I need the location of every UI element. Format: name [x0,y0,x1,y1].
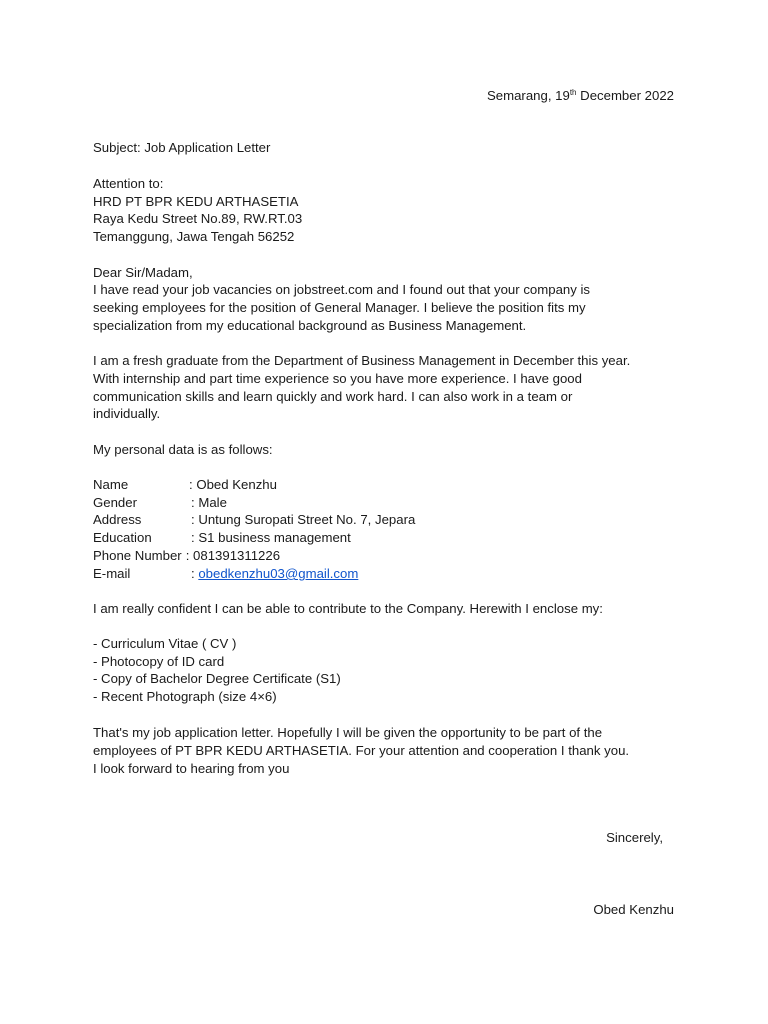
attention-line-city: Temanggung, Jawa Tengah 56252 [93,229,295,244]
personal-data-row-email [93,565,358,583]
enclosure-item: - Copy of Bachelor Degree Certificate (S1) [93,671,341,686]
personal-data-row-name [93,476,277,494]
paragraph2-line: I am a fresh graduate from the Department of Business Management in December this year. [93,353,631,368]
personal-data-intro: My personal data is as follows: [93,442,273,457]
email-link[interactable]: obedkenzhu03@gmail.com [198,566,359,581]
paragraph2-line: With internship and part time experience so you have more experience. I have good [93,371,582,386]
attention-heading: Attention to: [93,176,164,191]
personal-data-label: Address [93,512,142,527]
personal-data-sep: : [191,495,199,510]
date-city-day: Semarang, 19 [486,88,570,103]
enclosure-item: - Photocopy of ID card [93,654,225,669]
paragraph1-line: seeking employees for the position of General Manager. I believe the position fits my [93,300,586,315]
enclosure-item: - Curriculum Vitae ( CV ) [93,636,237,651]
personal-data-row-gender [93,494,227,512]
personal-data-row-phone [93,547,280,565]
personal-data-label: Education [93,530,152,545]
sign-off: Sincerely, [606,830,663,845]
personal-data-value: Obed Kenzhu [196,477,277,492]
personal-data-label: Name [93,477,129,492]
closing-line: employees of PT BPR KEDU ARTHASETIA. For your attention and cooperation I thank you. [93,743,630,758]
paragraph2-line: communication skills and learn quickly and work hard. I can also work in a team or [93,389,573,404]
paragraph2-line: individually. [93,406,161,421]
personal-data-row-education [93,529,351,547]
attention-line-street: Raya Kedu Street No.89, RW.RT.03 [93,211,303,226]
paragraph1-line: specialization from my educational background as Business Management. [93,318,527,333]
personal-data-sep: : [191,566,199,581]
personal-data-label: E-mail [93,566,131,581]
confidence-statement: I am really confident I can be able to contribute to the Company. Herewith I enclose my: [93,601,603,616]
personal-data-sep: : [191,512,199,527]
paragraph1-line: I have read your job vacancies on jobstreet.com and I found out that your company is [93,282,591,297]
personal-data-value: 081391311226 [193,548,281,563]
personal-data-label: Gender [93,495,137,510]
letter-date [487,87,674,105]
personal-data-sep: : [185,548,194,563]
date-ordinal: th [569,88,577,97]
personal-data-sep: : [189,477,197,492]
signature-name: Obed Kenzhu [593,902,674,917]
enclosure-item: - Recent Photograph (size 4×6) [93,689,277,704]
personal-data-label: Phone Number [93,548,182,563]
personal-data-value: Male [198,495,227,510]
salutation: Dear Sir/Madam, [93,265,193,280]
personal-data-value: S1 business management [198,530,351,545]
personal-data-value: Untung Suropati Street No. 7, Jepara [198,512,416,527]
closing-line: That's my job application letter. Hopefully I will be given the opportunity to be part of the [93,725,603,740]
personal-data-sep: : [191,530,199,545]
personal-data-row-address [93,511,415,529]
attention-line-company: HRD PT BPR KEDU ARTHASETIA [93,194,299,209]
letter-subject: Subject: Job Application Letter [93,140,271,155]
date-month-year: December 2022 [576,88,674,103]
closing-line: I look forward to hearing from you [93,761,290,776]
